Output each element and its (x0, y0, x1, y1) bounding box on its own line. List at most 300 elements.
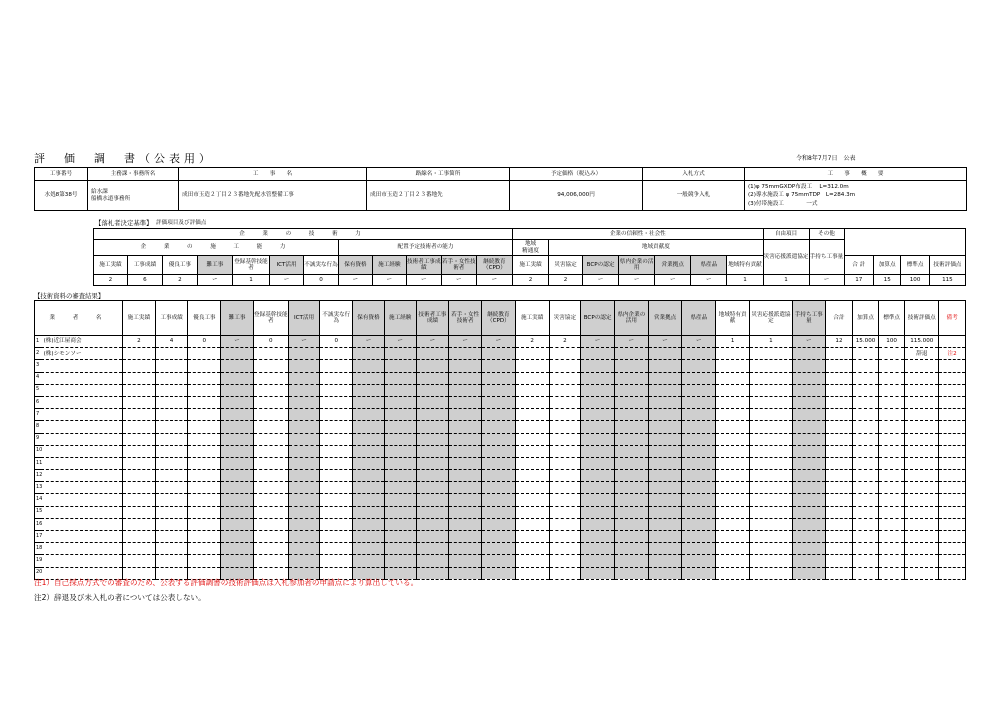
result-cell (614, 518, 648, 530)
work-summary (745, 181, 967, 211)
result-cell (682, 457, 716, 469)
result-cell (482, 482, 516, 494)
results-table (34, 300, 966, 580)
result-cell (939, 494, 966, 506)
results-section-title: 【技術資料の審査結果】 (34, 292, 105, 300)
crit-col-7: 不誠実な行為 (304, 256, 339, 275)
group-local: 地域 精通度 (513, 240, 549, 256)
result-cell (614, 555, 648, 567)
result-cell (682, 531, 716, 543)
result-cell (939, 470, 966, 482)
summary-line-3: (3)付帯施設工 一式 (748, 200, 818, 207)
crit-col-16: 県内企業の活用 (619, 256, 655, 275)
result-cell (905, 470, 939, 482)
result-cell (878, 494, 905, 506)
crit-col-1: 施工実績 (94, 256, 128, 275)
result-cell (648, 409, 682, 421)
result-col-4: 難工事 (221, 301, 254, 336)
result-col-13: 施工実績 (515, 301, 549, 336)
result-cell (853, 543, 879, 555)
result-cell (905, 360, 939, 372)
result-cell (939, 421, 966, 433)
company-name (41, 531, 123, 543)
group-construction: 企 業 の 施 工 能 力 (94, 240, 339, 256)
result-cell (515, 445, 549, 457)
result-cell (682, 421, 716, 433)
result-cell (449, 445, 482, 457)
result-cell (549, 494, 581, 506)
result-cell (353, 348, 385, 360)
result-cell (320, 421, 353, 433)
result-cell (449, 457, 482, 469)
crit-point-10: ー (406, 275, 441, 286)
result-cell (614, 531, 648, 543)
result-cell (288, 494, 320, 506)
result-cell (221, 494, 254, 506)
result-cell (288, 372, 320, 384)
result-cell (939, 384, 966, 396)
result-cell (288, 543, 320, 555)
crit-point-5: 1 (232, 275, 269, 286)
result-cell (253, 421, 288, 433)
result-cell (515, 360, 549, 372)
crit-col-4: 難工事 (197, 256, 232, 275)
result-cell (614, 433, 648, 445)
result-cell (716, 360, 750, 372)
result-cell (939, 457, 966, 469)
result-cell (905, 543, 939, 555)
result-cell (792, 518, 825, 530)
table-row (35, 372, 966, 384)
summary-line-1: (1)φ 75mmGXDP布設工 L=312.0m (748, 184, 849, 191)
company-name (41, 482, 123, 494)
result-cell (449, 555, 482, 567)
company-name: (株)近江屋商会 (41, 336, 123, 348)
result-cell (905, 445, 939, 457)
result-col-24: 標準点 (878, 301, 905, 336)
result-col-10: 技術者工事成績 (416, 301, 449, 336)
result-cell (853, 555, 879, 567)
dept-line-2: 船橋水道事務所 (91, 195, 131, 202)
result-cell (482, 494, 516, 506)
result-cell (320, 543, 353, 555)
crit-col-6: ICT活用 (270, 256, 304, 275)
result-cell: 注2 (939, 348, 966, 360)
result-cell (515, 348, 549, 360)
crit-point-23: 15 (874, 275, 901, 286)
result-cell (122, 360, 155, 372)
result-cell (320, 384, 353, 396)
result-cell (614, 396, 648, 408)
group-blank (844, 229, 966, 256)
result-cell (253, 518, 288, 530)
result-cell: ー (288, 336, 320, 348)
result-cell (288, 518, 320, 530)
result-cell (682, 567, 716, 579)
crit-col-10: 技術者工事成績 (406, 256, 441, 275)
result-cell (416, 433, 449, 445)
dept-line-1: 給水課 (91, 189, 108, 196)
result-cell: ー (614, 336, 648, 348)
result-cell (853, 470, 879, 482)
row-number: 6 (35, 396, 41, 408)
table-row (35, 531, 966, 543)
result-cell (648, 470, 682, 482)
result-cell (320, 372, 353, 384)
result-cell (416, 567, 449, 579)
result-cell (449, 506, 482, 518)
result-cell (155, 470, 188, 482)
row-number: 13 (35, 482, 41, 494)
result-cell (122, 457, 155, 469)
result-cell (155, 543, 188, 555)
result-cell (482, 506, 516, 518)
result-cell (515, 470, 549, 482)
result-cell (416, 494, 449, 506)
result-cell (853, 506, 879, 518)
result-cell (581, 506, 615, 518)
crit-point-17: ー (655, 275, 691, 286)
result-cell (682, 518, 716, 530)
result-cell (155, 348, 188, 360)
result-cell (549, 518, 581, 530)
result-cell (716, 348, 750, 360)
result-cell: ー (682, 336, 716, 348)
result-cell (515, 409, 549, 421)
result-cell (482, 518, 516, 530)
result-cell (384, 482, 416, 494)
table-row (35, 506, 966, 518)
result-cell (792, 531, 825, 543)
result-cell (384, 396, 416, 408)
result-cell (581, 409, 615, 421)
result-cell (878, 372, 905, 384)
result-cell: 0 (320, 336, 353, 348)
result-cell (878, 421, 905, 433)
row-number: 11 (35, 457, 41, 469)
result-cell (749, 518, 792, 530)
crit-col-20: 災害応援派遣協定 (763, 240, 809, 275)
result-cell (416, 384, 449, 396)
result-cell (682, 494, 716, 506)
result-cell (648, 421, 682, 433)
result-cell: 1 (716, 336, 750, 348)
result-cell (825, 531, 853, 543)
result-cell (749, 433, 792, 445)
result-cell (549, 470, 581, 482)
result-cell (792, 348, 825, 360)
result-cell (122, 470, 155, 482)
result-cell (682, 372, 716, 384)
result-cell (253, 433, 288, 445)
result-cell: ー (792, 336, 825, 348)
result-cell (320, 433, 353, 445)
header-work-name: 工 事 名 (179, 168, 367, 181)
result-cell (384, 360, 416, 372)
result-cell (939, 433, 966, 445)
result-cell (939, 372, 966, 384)
company-name (41, 506, 123, 518)
result-cell (792, 409, 825, 421)
result-cell (449, 518, 482, 530)
result-cell (749, 506, 792, 518)
result-cell (549, 372, 581, 384)
result-cell (188, 470, 221, 482)
result-cell: ー (353, 336, 385, 348)
result-cell (449, 494, 482, 506)
result-cell (416, 506, 449, 518)
result-cell (515, 433, 549, 445)
result-cell (221, 457, 254, 469)
result-cell (482, 396, 516, 408)
result-cell (648, 384, 682, 396)
result-cell (482, 372, 516, 384)
result-cell (320, 457, 353, 469)
result-cell (648, 433, 682, 445)
result-cell (614, 506, 648, 518)
result-cell: 0 (188, 336, 221, 348)
result-cell (682, 482, 716, 494)
result-cell (825, 396, 853, 408)
result-col-11: 若手・女性技術者 (449, 301, 482, 336)
result-cell (749, 409, 792, 421)
bid-method: 一般競争入札 (643, 181, 745, 211)
row-number: 14 (35, 494, 41, 506)
result-cell (853, 396, 879, 408)
result-cell (905, 567, 939, 579)
result-cell (482, 384, 516, 396)
result-cell (288, 421, 320, 433)
result-cell (320, 360, 353, 372)
result-cell (353, 543, 385, 555)
result-cell: ー (581, 336, 615, 348)
result-cell (320, 494, 353, 506)
result-cell (549, 482, 581, 494)
header-route: 路線名・工事箇所 (367, 168, 510, 181)
overview-table (34, 167, 967, 211)
result-cell (122, 482, 155, 494)
result-cell (939, 567, 966, 579)
result-cell (482, 433, 516, 445)
crit-col-22: 合 計 (844, 256, 874, 275)
result-cell (614, 457, 648, 469)
result-cell (648, 567, 682, 579)
result-cell (449, 396, 482, 408)
result-cell (682, 555, 716, 567)
result-cell (155, 421, 188, 433)
result-col-18: 県産品 (682, 301, 716, 336)
result-cell (253, 506, 288, 518)
result-cell (122, 348, 155, 360)
result-cell (253, 372, 288, 384)
result-cell (416, 396, 449, 408)
result-cell: ー (648, 336, 682, 348)
route-name: 成田市玉造２丁目２３番地先 (367, 181, 510, 211)
result-cell (353, 555, 385, 567)
result-cell (482, 360, 516, 372)
result-cell (648, 457, 682, 469)
table-row (35, 396, 966, 408)
result-cell (416, 360, 449, 372)
crit-col-19: 地域特有貢献 (727, 256, 763, 275)
result-col-2: 工事成績 (155, 301, 188, 336)
result-cell (253, 494, 288, 506)
result-cell (155, 518, 188, 530)
result-col-5: 登録基幹技能者 (253, 301, 288, 336)
result-cell (253, 396, 288, 408)
result-cell (221, 482, 254, 494)
result-cell (482, 457, 516, 469)
result-cell (682, 445, 716, 457)
result-cell (482, 348, 516, 360)
result-cell (155, 384, 188, 396)
result-cell: ー (416, 336, 449, 348)
result-cell (682, 433, 716, 445)
result-cell (939, 531, 966, 543)
result-cell (320, 470, 353, 482)
result-cell (549, 384, 581, 396)
result-cell (122, 506, 155, 518)
result-cell (905, 433, 939, 445)
result-cell (416, 372, 449, 384)
table-row (35, 482, 966, 494)
result-cell (648, 348, 682, 360)
result-cell: 1 (749, 336, 792, 348)
result-cell (288, 433, 320, 445)
result-cell (353, 531, 385, 543)
result-cell (221, 348, 254, 360)
result-cell (122, 543, 155, 555)
company-name: (株)シモンソー (41, 348, 123, 360)
result-cell (716, 494, 750, 506)
result-cell (792, 360, 825, 372)
result-cell (648, 360, 682, 372)
result-cell (122, 494, 155, 506)
result-cell (939, 555, 966, 567)
result-cell (648, 543, 682, 555)
result-cell (648, 445, 682, 457)
result-cell (353, 396, 385, 408)
result-cell (384, 543, 416, 555)
result-cell (716, 470, 750, 482)
result-cell (221, 433, 254, 445)
result-cell: 4 (155, 336, 188, 348)
result-cell (581, 567, 615, 579)
result-cell (825, 457, 853, 469)
result-cell (614, 470, 648, 482)
group-other: その他 (809, 229, 844, 240)
result-cell (221, 506, 254, 518)
result-cell (384, 555, 416, 567)
result-cell (825, 482, 853, 494)
result-cell (353, 506, 385, 518)
crit-col-17: 営業拠点 (655, 256, 691, 275)
result-col-9: 施工経験 (384, 301, 416, 336)
result-cell (614, 494, 648, 506)
result-cell (155, 396, 188, 408)
result-cell (253, 360, 288, 372)
result-cell (482, 445, 516, 457)
row-number: 18 (35, 543, 41, 555)
result-cell (716, 433, 750, 445)
header-work-no: 工事番号 (35, 168, 88, 181)
result-col-3: 優良工事 (188, 301, 221, 336)
document-title: 評 価 調 書（公表用） (34, 152, 214, 165)
crit-point-20: 1 (763, 275, 809, 286)
result-cell (384, 409, 416, 421)
result-cell (853, 482, 879, 494)
crit-point-6: ー (270, 275, 304, 286)
result-cell (384, 433, 416, 445)
result-cell (792, 470, 825, 482)
result-cell (188, 555, 221, 567)
result-cell (288, 348, 320, 360)
result-cell (825, 409, 853, 421)
table-row (35, 457, 966, 469)
result-cell (825, 470, 853, 482)
result-cell (749, 470, 792, 482)
result-cell (648, 518, 682, 530)
row-number: 9 (35, 433, 41, 445)
result-cell (716, 445, 750, 457)
result-cell (549, 531, 581, 543)
note-2: 注2）辞退及び未入札の者については公表しない。 (34, 593, 206, 602)
result-cell (221, 531, 254, 543)
result-cell (353, 482, 385, 494)
result-cell (188, 506, 221, 518)
result-cell: 2 (549, 336, 581, 348)
result-cell (449, 372, 482, 384)
crit-col-14: 災害協定 (549, 256, 583, 275)
result-cell (416, 518, 449, 530)
crit-point-18: ー (691, 275, 727, 286)
crit-point-25: 115 (929, 275, 965, 286)
result-cell (122, 421, 155, 433)
result-cell (648, 494, 682, 506)
result-cell (288, 445, 320, 457)
result-cell (515, 518, 549, 530)
result-cell (288, 482, 320, 494)
result-cell (449, 543, 482, 555)
result-cell (549, 506, 581, 518)
header-price: 予定価格（税込み） (510, 168, 643, 181)
result-col-26: 備考 (939, 301, 966, 336)
result-cell (825, 555, 853, 567)
group-engineer: 配置予定技術者の能力 (339, 240, 513, 256)
result-cell (749, 384, 792, 396)
group-tech: 企 業 の 技 術 力 (94, 229, 513, 240)
result-cell (581, 348, 615, 360)
result-cell (716, 555, 750, 567)
result-cell (188, 518, 221, 530)
crit-point-13: 2 (513, 275, 549, 286)
result-cell (682, 348, 716, 360)
result-cell (288, 409, 320, 421)
result-cell (792, 396, 825, 408)
result-cell (716, 372, 750, 384)
result-cell (853, 445, 879, 457)
result-cell (716, 567, 750, 579)
crit-point-22: 17 (844, 275, 874, 286)
result-cell (320, 518, 353, 530)
result-cell (288, 396, 320, 408)
result-cell (449, 384, 482, 396)
company-name (41, 360, 123, 372)
result-cell (449, 348, 482, 360)
result-cell (749, 372, 792, 384)
result-cell (353, 421, 385, 433)
result-cell (253, 384, 288, 396)
